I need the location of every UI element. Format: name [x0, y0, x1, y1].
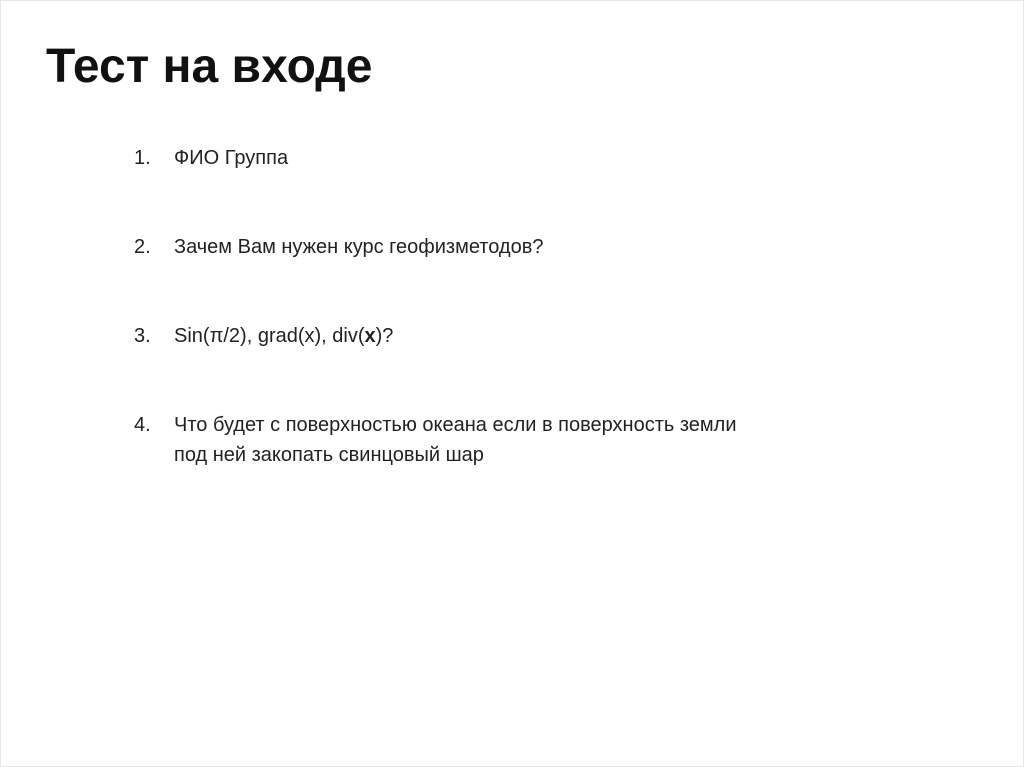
question-number: 3.	[134, 325, 151, 347]
question-item-1	[134, 143, 894, 173]
question-number: 2.	[134, 236, 151, 258]
question-item-3	[134, 321, 894, 351]
question-text-prefix: Sin(π/2), grad(x), div(	[174, 325, 365, 347]
question-text: ФИО Группа	[174, 147, 289, 169]
question-item-2	[134, 232, 894, 262]
question-text-line-1: Что будет с поверхностью океана если в поверхность земли	[174, 414, 737, 436]
question-number: 4.	[134, 414, 151, 436]
bold-vector-x: x	[364, 325, 376, 347]
question-text-line-2: под ней закопать свинцовый шар	[174, 444, 484, 466]
question-text: Зачем Вам нужен курс геофизметодов?	[174, 236, 544, 258]
question-list	[134, 143, 894, 470]
question-item-4	[134, 410, 894, 470]
question-text	[174, 325, 393, 347]
question-text-suffix: )?	[375, 325, 394, 347]
slide-title: Тест на входе	[46, 40, 373, 93]
question-number: 1.	[134, 147, 151, 169]
